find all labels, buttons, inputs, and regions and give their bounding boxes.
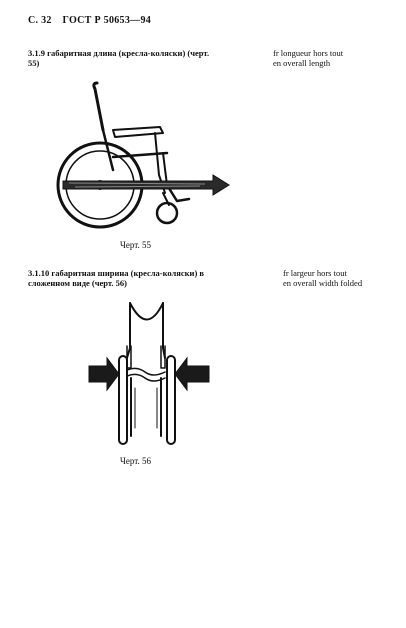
- term-text-line1: габаритная длина (кресла-коляски) (черт.: [47, 48, 210, 58]
- english-equivalent: en overall length: [273, 58, 331, 68]
- term-number: 3.1.10: [28, 268, 50, 278]
- wheelchair-side-view-figure: [55, 75, 240, 235]
- term-3-1-9: [28, 48, 260, 68]
- standard-designation: ГОСТ Р 50653—94: [62, 15, 152, 26]
- width-arrow-left: [89, 358, 119, 390]
- french-equivalent: fr longueur hors tout: [273, 48, 344, 58]
- folded-wheelchair-front-view-figure: [85, 298, 215, 453]
- equivalents-3-1-10: [283, 268, 362, 288]
- page-header: [28, 15, 159, 26]
- term-number: 3.1.9: [28, 48, 45, 58]
- figure-caption-56: Черт. 56: [120, 456, 151, 466]
- english-equivalent: en overall width folded: [283, 278, 363, 288]
- page-number: С. 32: [28, 15, 52, 26]
- term-3-1-10: [28, 268, 260, 288]
- term-text-line2: 55): [28, 58, 40, 68]
- figure-caption-55: Черт. 55: [120, 240, 151, 250]
- term-text-line1: габаритная ширина (кресла-коляски) в: [51, 268, 204, 278]
- equivalents-3-1-9: [273, 48, 343, 68]
- french-equivalent: fr largeur hors tout: [283, 268, 347, 278]
- term-text-line2: сложенном виде (черт. 56): [28, 278, 128, 288]
- width-arrow-right: [175, 358, 209, 390]
